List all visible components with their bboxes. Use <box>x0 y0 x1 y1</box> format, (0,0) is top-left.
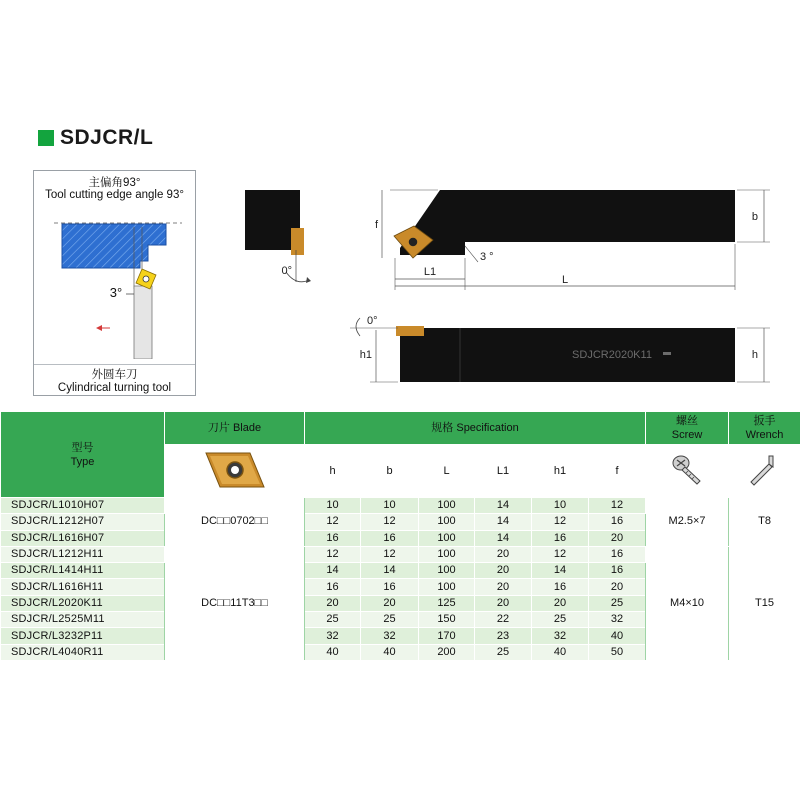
blade-header: 刀片 Blade <box>165 412 305 445</box>
table-row: SDJCR/L3232P11 32 32 170 23 32 40 <box>1 628 800 644</box>
blade-cell: DC□□11T3□□ <box>165 546 305 660</box>
screw-cell: M2.5×7 <box>646 498 729 547</box>
wrench-header: 扳手 Wrench <box>729 412 800 445</box>
type-header: 型号 Type <box>1 412 165 498</box>
wrench-cell: T8 <box>729 498 800 547</box>
col-l: L <box>419 445 475 498</box>
caption-bottom-en: Cylindrical turning tool <box>57 382 172 394</box>
caption-top-en: Tool cutting edge angle 93° <box>45 189 184 201</box>
table-row: SDJCR/L4040R11 40 40 200 25 40 50 <box>1 644 800 660</box>
col-l1: L1 <box>475 445 532 498</box>
caption-bottom-cn: 外圆车刀 <box>91 369 138 381</box>
angle-zero-side: 0° <box>367 315 378 327</box>
col-f: f <box>589 445 646 498</box>
front-view-insert <box>291 228 304 255</box>
table-row: SDJCR/L1616H11 16 16 100 20 16 20 <box>1 579 800 595</box>
spec-table <box>0 411 800 661</box>
table-row: SDJCR/L1010H07 DC□□0702□□ 10 10 100 14 10 12 M2.5×7 T8 <box>1 498 800 514</box>
wrench-icon <box>745 450 785 490</box>
top-view-shank <box>400 190 735 255</box>
table-row: SDJCR/L2020K11 20 20 125 20 20 25 <box>1 595 800 611</box>
table-row: SDJCR/L2525M11 25 25 150 22 25 32 <box>1 612 800 628</box>
table-row: SDJCR/L1616H07 16 16 100 14 16 20 <box>1 530 800 546</box>
wrench-cell: T15 <box>729 546 800 660</box>
screw-image-cell <box>646 445 729 498</box>
dim-l-label: L <box>561 274 569 286</box>
side-view-insert <box>396 326 424 336</box>
angle-3-label: 3 ° <box>480 251 494 263</box>
screw-cell: M4×10 <box>646 546 729 660</box>
screw-icon <box>667 450 707 490</box>
shank-engraving: SDJCR2020K11 <box>572 349 652 361</box>
col-h1: h1 <box>532 445 589 498</box>
side-view-shank <box>400 328 735 382</box>
blade-cell: DC□□0702□□ <box>165 498 305 547</box>
dim-h-label: h <box>751 349 758 361</box>
angle-zero-front: 0° <box>281 265 292 277</box>
title-text: SDJCR/L <box>60 126 154 149</box>
table-row: SDJCR/L1212H07 12 12 100 14 12 16 <box>1 514 800 530</box>
table-row: SDJCR/L1414H11 14 14 100 20 14 16 <box>1 563 800 579</box>
dim-b-label: b <box>751 211 758 223</box>
col-b: b <box>361 445 419 498</box>
spec-header: 规格 Specification <box>305 412 646 445</box>
blade-image-cell <box>165 445 305 498</box>
tool-angle-label: 3° <box>109 285 123 300</box>
dim-h1-label: h1 <box>359 349 372 361</box>
col-h: h <box>305 445 361 498</box>
wrench-image-cell <box>729 445 800 498</box>
dim-l1-label: L1 <box>423 266 437 278</box>
screw-header: 螺丝 Screw <box>646 412 729 445</box>
caption-top-cn: 主偏角93° <box>88 177 141 189</box>
table-row: SDJCR/L1212H11 DC□□11T3□□ 12 12 100 20 12 16 M4×10 T15 <box>1 546 800 562</box>
dim-f-label: f <box>374 219 378 231</box>
blade-insert-icon <box>200 447 270 493</box>
